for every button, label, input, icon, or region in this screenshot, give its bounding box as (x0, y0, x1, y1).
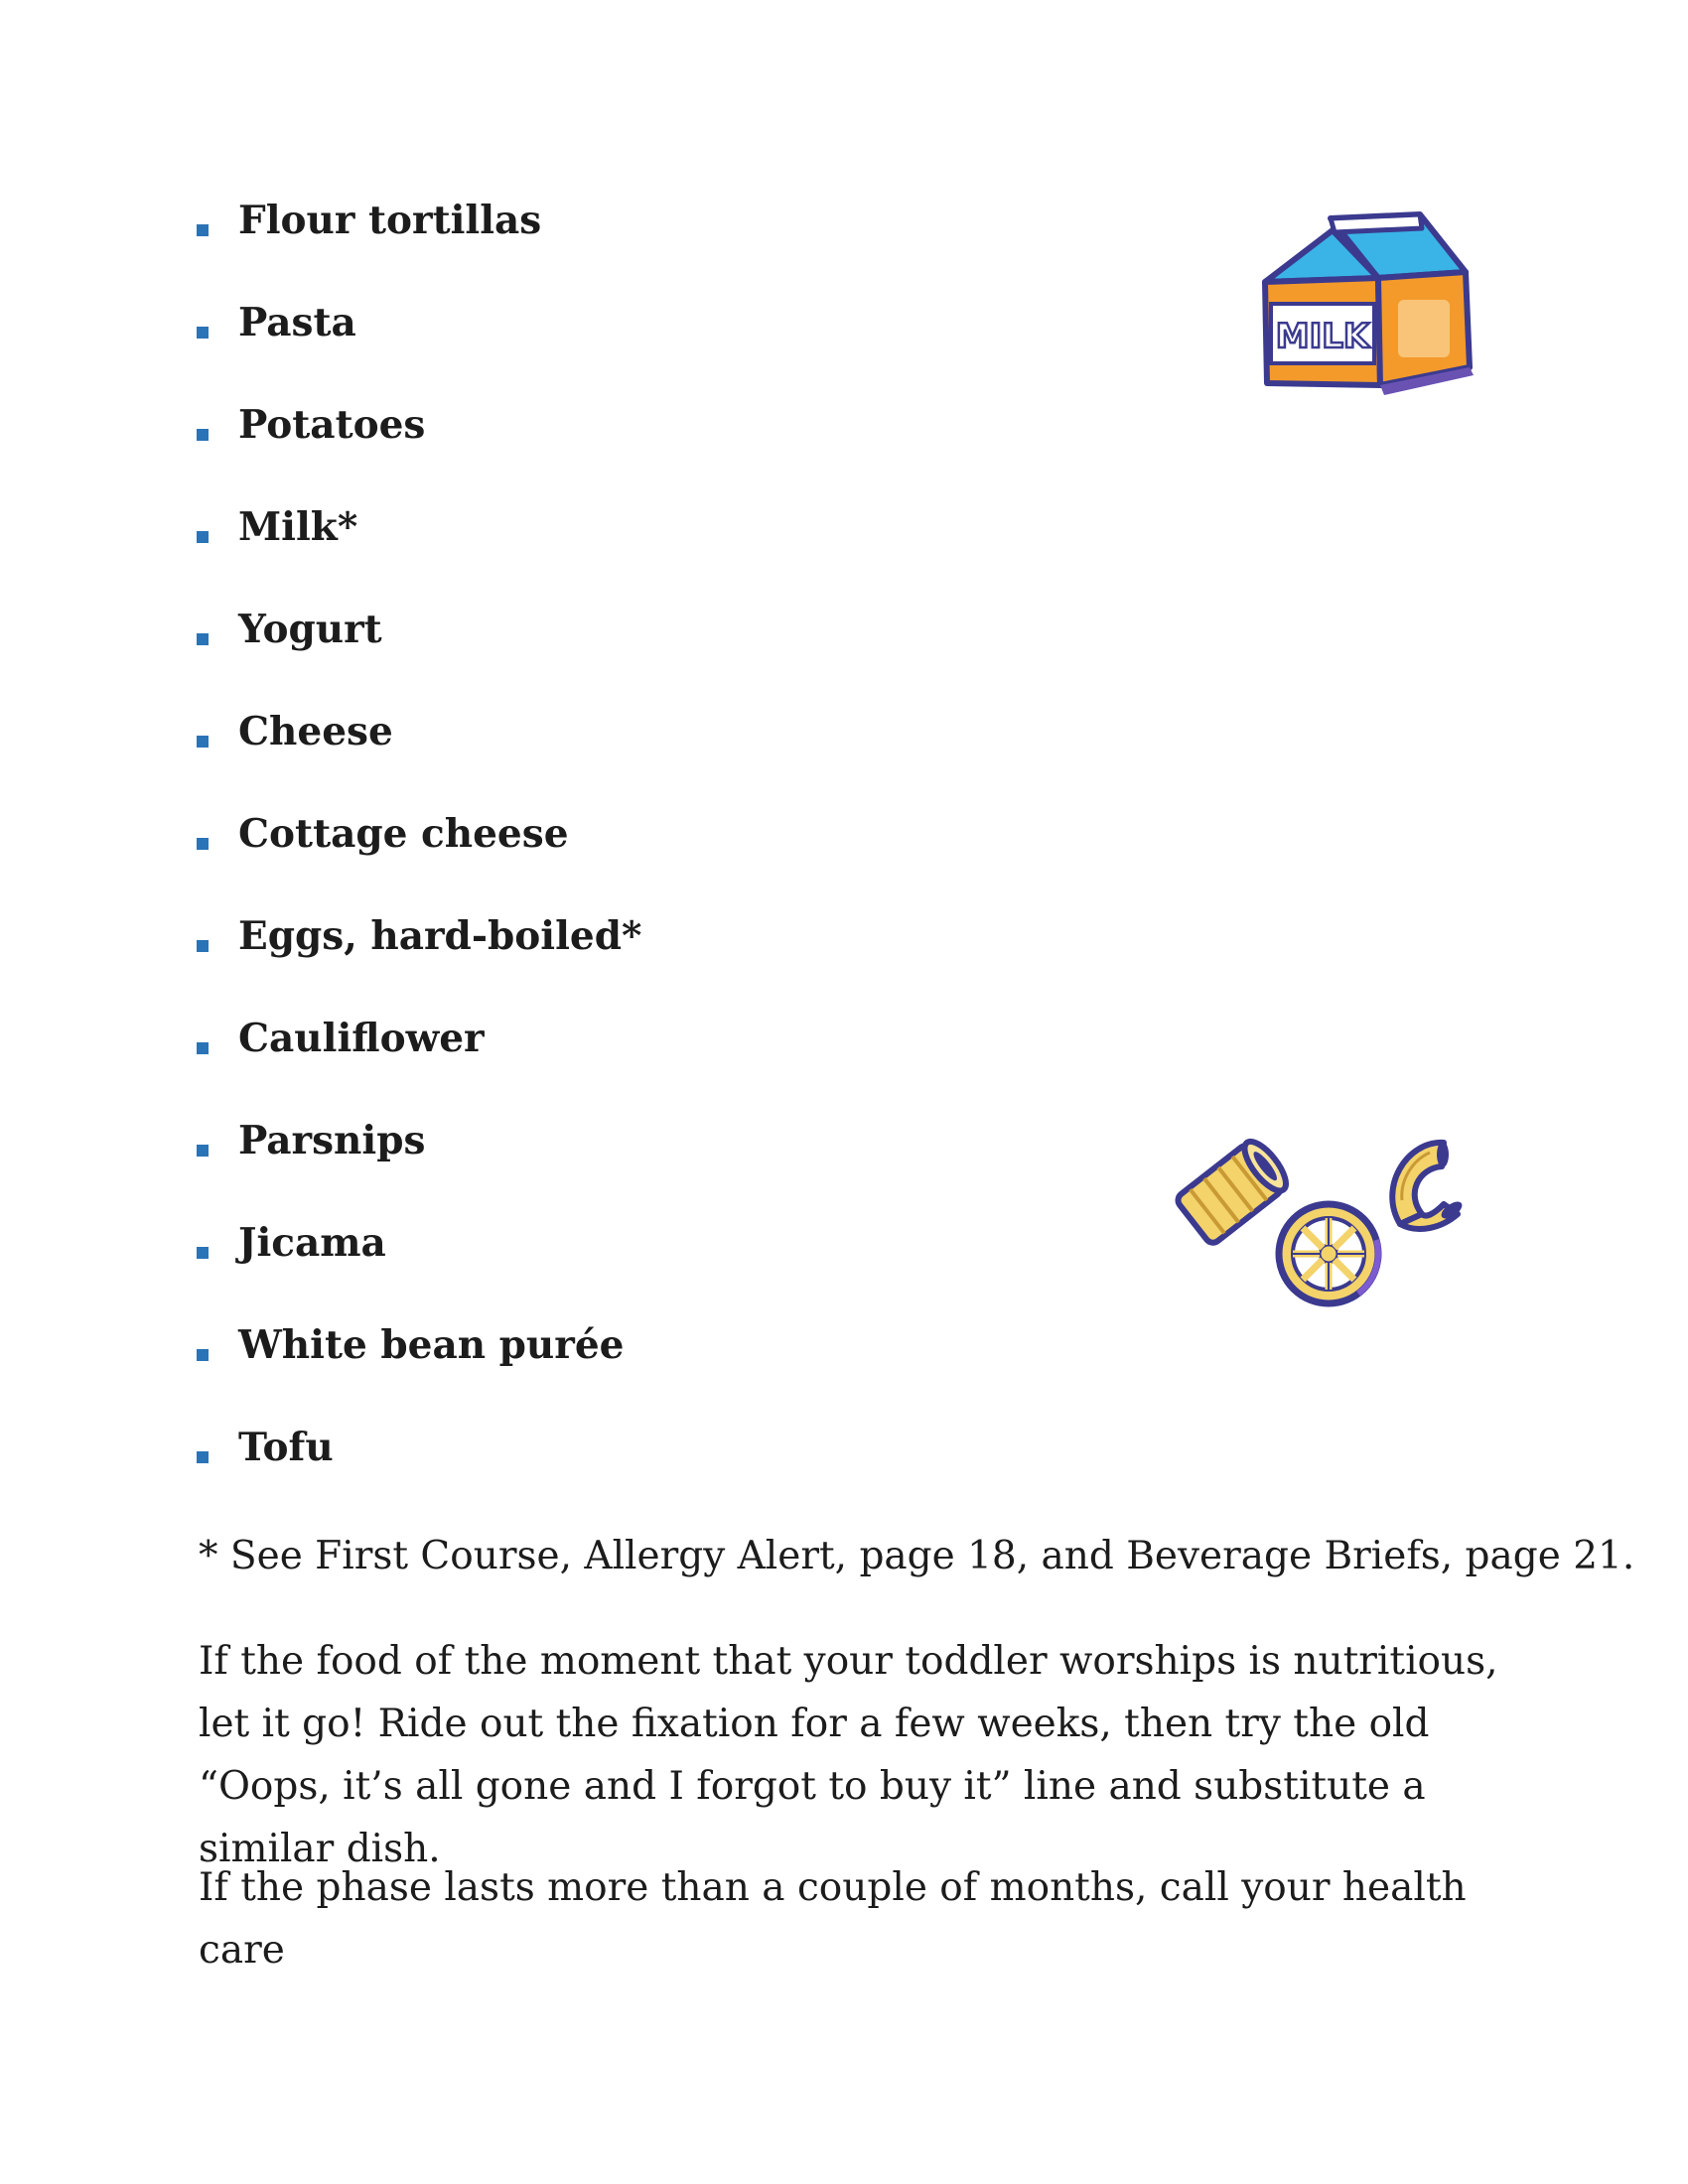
list-item (197, 1115, 641, 1217)
list-item-label: Potatoes (238, 402, 426, 448)
list-item-label: Eggs, hard-boiled* (238, 913, 642, 959)
bullet-icon (197, 838, 209, 850)
list-item (197, 195, 641, 297)
bullet-icon (197, 429, 209, 441)
list-item-label: Cheese (238, 709, 393, 754)
list-item-label: Pasta (238, 300, 356, 345)
bullet-icon (197, 1247, 209, 1259)
list-item-label: Cauliflower (238, 1016, 485, 1061)
list-item-label: White bean purée (238, 1322, 625, 1368)
list-item (197, 501, 641, 604)
list-item (197, 706, 641, 808)
list-item (197, 297, 641, 399)
bullet-icon (197, 224, 209, 236)
list-item-label: Parsnips (238, 1118, 426, 1163)
list-item (197, 808, 641, 910)
list-item (197, 1422, 641, 1524)
bullet-icon (197, 327, 209, 339)
bullet-icon (197, 940, 209, 952)
milk-carton-label: MILK (1275, 317, 1370, 356)
bullet-icon (197, 531, 209, 543)
bullet-icon (197, 736, 209, 748)
list-item (197, 1013, 641, 1115)
list-item-label: Cottage cheese (238, 811, 569, 857)
list-item-label: Tofu (238, 1425, 334, 1470)
bullet-icon (197, 1451, 209, 1463)
list-item-label: Jicama (238, 1220, 386, 1266)
list-item (197, 910, 641, 1013)
food-list (197, 195, 641, 1524)
bullet-icon (197, 1349, 209, 1361)
body-paragraph: If the phase lasts more than a couple of months, call your health care (199, 1865, 1467, 1973)
footnote: * See First Course, Allergy Alert, page 18, and Beverage Briefs, page 21. (199, 1534, 1635, 1578)
list-item-label: Yogurt (238, 607, 382, 652)
pasta-icon (1162, 1117, 1489, 1315)
list-item (197, 604, 641, 706)
list-item (197, 1319, 641, 1422)
body-paragraph: If the food of the moment that your toddler worships is nutritious, let it go! Ride out the fixation for a few weeks, then try the old “Oops, it’s all gone and I forgot to buy it” line and substitute a similar dish. (199, 1639, 1498, 1871)
bullet-icon (197, 1042, 209, 1054)
bullet-icon (197, 633, 209, 645)
list-item (197, 399, 641, 501)
list-item-label: Flour tortillas (238, 198, 542, 243)
list-item-label: Milk* (238, 504, 358, 550)
bullet-icon (197, 1145, 209, 1157)
milk-carton-icon (1253, 208, 1491, 407)
list-item (197, 1217, 641, 1319)
